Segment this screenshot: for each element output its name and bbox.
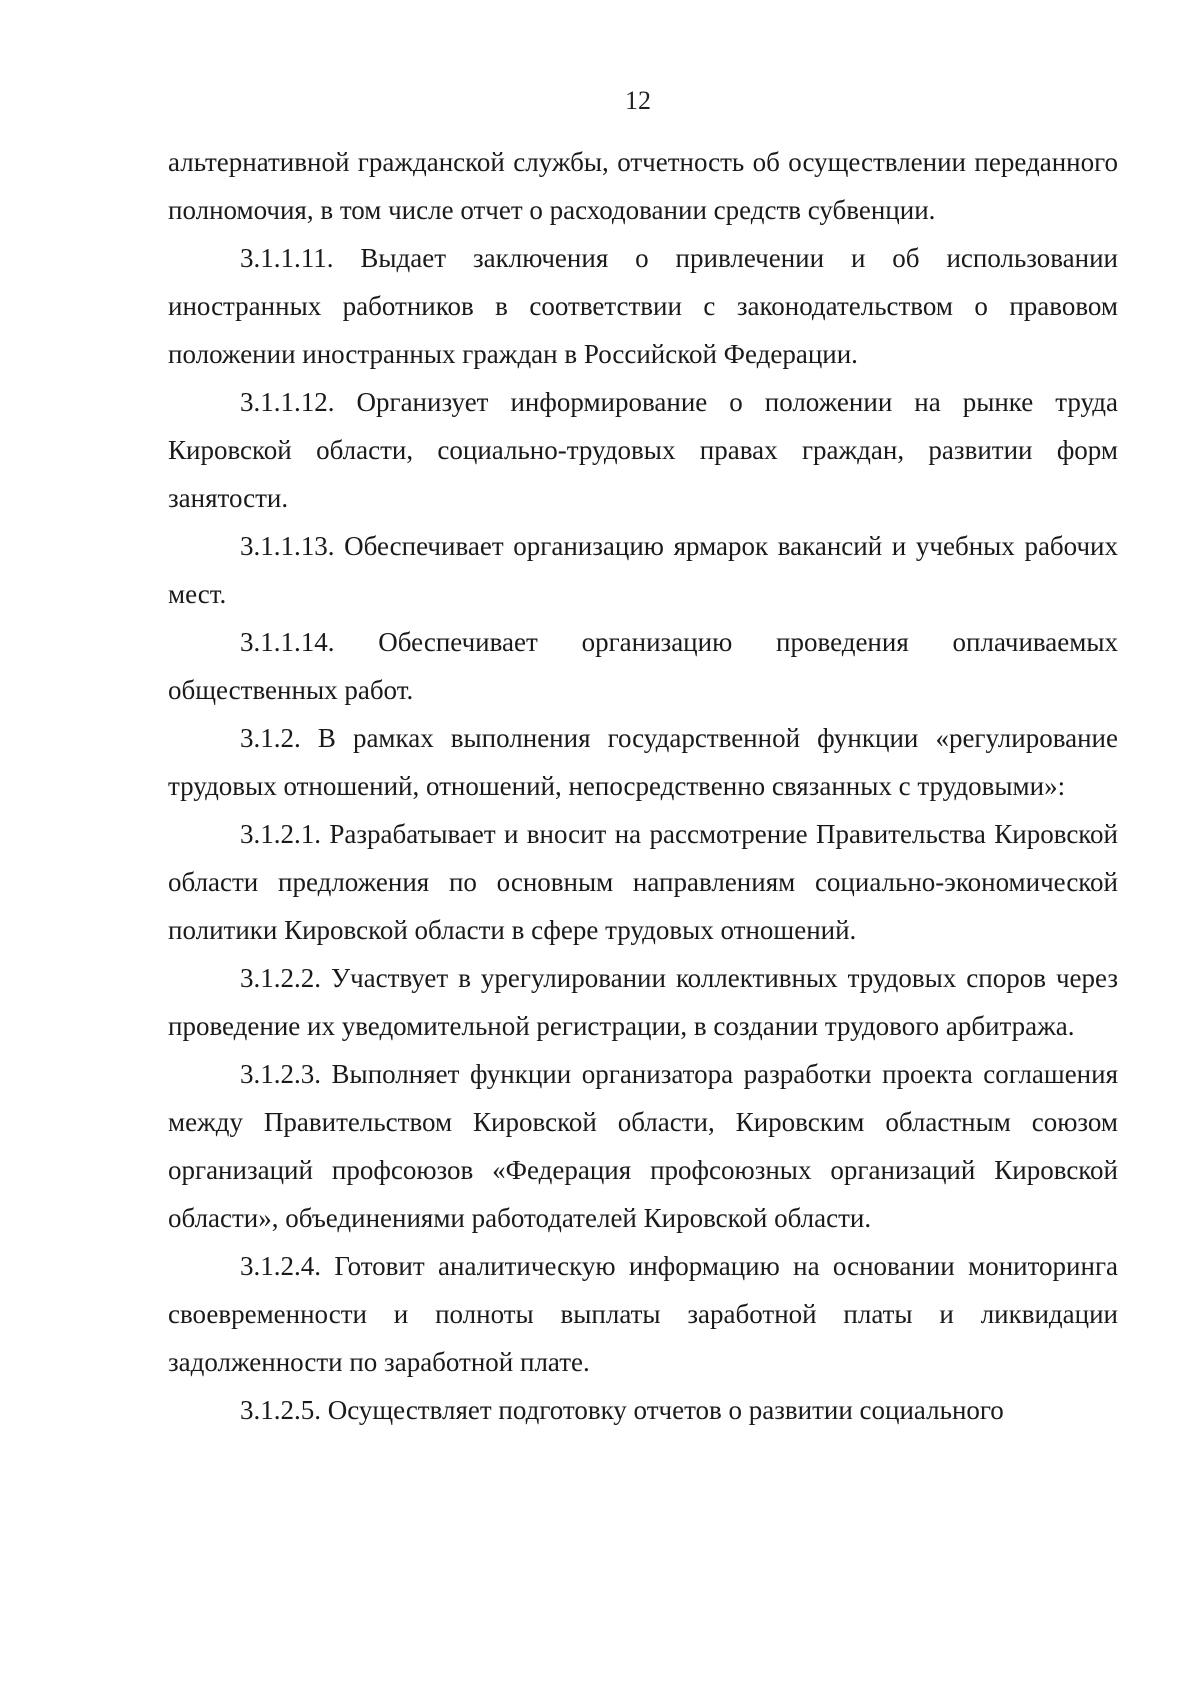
paragraph: 3.1.2. В рамках выполнения государственной функции «регулирование трудовых отношений, отношений, непосредственно связанных с трудовыми»: <box>168 723 1118 801</box>
document-body <box>168 138 1118 1434</box>
page-number: 12 <box>625 86 651 115</box>
paragraph: 3.1.2.4. Готовит аналитическую информацию на основании мониторинга своевременности и полноты выплаты заработной платы и ликвидации задолженности по заработной плате. <box>168 1251 1118 1377</box>
paragraph: 3.1.1.13. Обеспечивает организацию ярмарок вакансий и учебных рабочих мест. <box>168 531 1118 609</box>
paragraph: 3.1.2.5. Осуществляет подготовку отчетов о развитии социального <box>240 1395 1004 1425</box>
paragraph: 3.1.2.1. Разрабатывает и вносит на рассмотрение Правительства Кировской области предложения по основным направлениям социально-экономической политики Кировской области в сфере трудовых отношений. <box>168 819 1118 945</box>
paragraph: 3.1.1.14. Обеспечивает организацию проведения оплачиваемых общественных работ. <box>168 627 1118 705</box>
paragraph: 3.1.1.12. Организует информирование о положении на рынке труда Кировской области, социально-трудовых правах граждан, развитии форм занятости. <box>168 387 1118 513</box>
paragraph: 3.1.2.3. Выполняет функции организатора разработки проекта соглашения между Правительством Кировской области, Кировским областным союзом организаций профсоюзов «Федерация профсоюзных организаций Кировской области», объединениями работодателей Кировской области. <box>168 1059 1118 1233</box>
paragraph: 3.1.1.11. Выдает заключения о привлечении и об использовании иностранных работников в соответствии с законодательством о правовом положении иностранных граждан в Российской Федерации. <box>168 243 1118 369</box>
paragraph: альтернативной гражданской службы, отчетность об осуществлении переданного полномочия, в том числе отчет о расходовании средств субвенции. <box>168 147 1118 225</box>
paragraph: 3.1.2.2. Участвует в урегулировании коллективных трудовых споров через проведение их уведомительной регистрации, в создании трудового арбитража. <box>168 963 1118 1041</box>
